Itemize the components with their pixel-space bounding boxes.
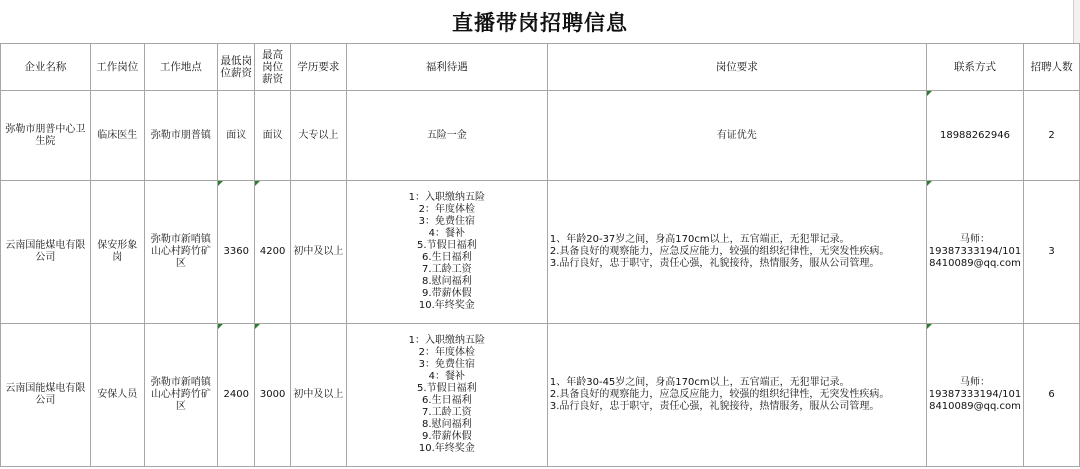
contact-line: 19387333194/101 (928, 246, 1022, 257)
benefit-line: 7.工龄工资 (422, 264, 472, 275)
contact-line: 8410089@qq.com (929, 401, 1021, 412)
cell-location-line: 弥勒市新哨镇 (150, 377, 211, 388)
cell-requirements[interactable] (547, 324, 926, 467)
benefit-line: 10.年终奖金 (418, 300, 475, 311)
benefit-line: 1：入职缴纳五险 (408, 335, 485, 346)
benefit-line: 5.节假日福利 (417, 383, 477, 394)
benefit-line: 8.慰问福利 (422, 276, 472, 287)
header-min-salary-line: 位薪资 (220, 67, 253, 79)
cell-location-line: 山心村跨竹矿 (150, 389, 211, 400)
header-count[interactable]: 招聘人数 (1024, 44, 1080, 91)
requirement-line: 1、年龄20-37岁之间，身高170cm以上，五官端正，无犯罪记录。 (549, 234, 850, 245)
cell-benefits[interactable] (346, 181, 547, 324)
benefit-line: 7.工龄工资 (422, 407, 472, 418)
cell-company-line: 云南国能煤电有限 (5, 240, 86, 251)
table-row (1, 91, 1080, 181)
table-row (1, 324, 1080, 467)
requirement-line: 3.品行良好，忠于职守，责任心强，礼貌接待，热情服务，服从公司管理。 (549, 401, 880, 412)
benefit-line: 3：免费住宿 (418, 359, 475, 370)
page-title: 直播带岗招聘信息 (0, 0, 1080, 44)
contact-line: 8410089@qq.com (929, 258, 1021, 269)
header-min-salary[interactable] (218, 44, 255, 91)
cell-location[interactable] (144, 181, 218, 324)
cell-location-line: 弥勒市朋普镇 (150, 129, 211, 141)
cell-location-line: 弥勒市新哨镇 (150, 234, 211, 245)
cell-min-salary[interactable]: 面议 (218, 91, 255, 181)
cell-location-line: 山心村跨竹矿 (150, 246, 211, 257)
benefit-line: 3：免费住宿 (418, 216, 475, 227)
header-row (1, 44, 1080, 91)
header-max-salary-line: 最高 (262, 49, 284, 61)
benefit-line: 2：年度体检 (418, 204, 475, 215)
cell-requirements[interactable] (547, 91, 926, 181)
cell-company-line: 公司 (35, 252, 56, 263)
sheet-edge (1073, 0, 1080, 43)
benefit-line: 6.生日福利 (422, 395, 472, 406)
header-max-salary[interactable] (255, 44, 291, 91)
header-benefits[interactable]: 福利待遇 (346, 44, 547, 91)
cell-contact[interactable] (926, 91, 1023, 181)
cell-company-line: 弥勒市朋普中心卫 (5, 123, 86, 135)
header-requirements[interactable]: 岗位要求 (547, 44, 926, 91)
benefit-line: 10.年终奖金 (418, 443, 475, 454)
header-location[interactable]: 工作地点 (144, 44, 218, 91)
requirement-line: 有证优先 (716, 129, 757, 141)
cell-company-line: 公司 (35, 395, 56, 406)
cell-count[interactable]: 3 (1024, 181, 1080, 324)
requirement-line: 2.具备良好的观察能力，应急反应能力，较强的组织纪律性，无突发性疾病。 (549, 389, 890, 400)
benefit-line: 8.慰问福利 (422, 419, 472, 430)
cell-company[interactable] (1, 91, 91, 181)
recruitment-table (0, 43, 1080, 467)
cell-count[interactable]: 6 (1024, 324, 1080, 467)
requirement-line: 3.品行良好，忠于职守，责任心强，礼貌接待，热情服务，服从公司管理。 (549, 258, 880, 269)
benefit-line: 2：年度体检 (418, 347, 475, 358)
requirement-line: 2.具备良好的观察能力，应急反应能力，较强的组织纪律性，无突发性疾病。 (549, 246, 890, 257)
cell-position[interactable]: 安保人员 (90, 324, 144, 467)
benefit-line: 5.节假日福利 (417, 240, 477, 251)
cell-max-salary[interactable]: 3000 (255, 324, 291, 467)
cell-min-salary[interactable]: 3360 (218, 181, 255, 324)
cell-benefits[interactable] (346, 91, 547, 181)
cell-position[interactable]: 临床医生 (90, 91, 144, 181)
benefit-line: 五险一金 (426, 129, 467, 141)
cell-max-salary[interactable]: 面议 (255, 91, 291, 181)
cell-location[interactable] (144, 324, 218, 467)
header-max-salary-line: 岗位 (262, 61, 284, 73)
contact-line: 马师： (959, 234, 990, 245)
cell-position[interactable]: 保安形象岗 (90, 181, 144, 324)
cell-contact[interactable] (926, 324, 1023, 467)
cell-count[interactable]: 2 (1024, 91, 1080, 181)
header-min-salary-line: 最低岗 (220, 55, 253, 67)
contact-line: 19387333194/101 (928, 389, 1022, 400)
cell-requirements[interactable] (547, 181, 926, 324)
cell-location-line: 区 (175, 401, 186, 412)
cell-benefits[interactable] (346, 324, 547, 467)
cell-company-line: 云南国能煤电有限 (5, 383, 86, 394)
cell-min-salary[interactable]: 2400 (218, 324, 255, 467)
header-contact[interactable]: 联系方式 (926, 44, 1023, 91)
benefit-line: 4：餐补 (428, 371, 465, 382)
benefit-line: 9.带薪休假 (422, 431, 472, 442)
header-max-salary-line: 薪资 (262, 73, 284, 85)
benefit-line: 1：入职缴纳五险 (408, 192, 485, 203)
table-row (1, 181, 1080, 324)
benefit-line: 4：餐补 (428, 228, 465, 239)
benefit-line: 9.带薪休假 (422, 288, 472, 299)
cell-location[interactable] (144, 91, 218, 181)
cell-company[interactable] (1, 324, 91, 467)
cell-company-line: 生院 (35, 135, 56, 147)
contact-line: 马师： (959, 377, 990, 388)
requirement-line: 1、年龄30-45岁之间，身高170cm以上，五官端正，无犯罪记录。 (549, 377, 850, 388)
cell-contact[interactable] (926, 181, 1023, 324)
header-education[interactable]: 学历要求 (291, 44, 347, 91)
header-position[interactable]: 工作岗位 (90, 44, 144, 91)
cell-education[interactable]: 大专以上 (291, 91, 347, 181)
contact-line: 18988262946 (939, 129, 1010, 141)
cell-location-line: 区 (175, 258, 186, 269)
cell-education[interactable]: 初中及以上 (291, 181, 347, 324)
benefit-line: 6.生日福利 (422, 252, 472, 263)
header-company[interactable]: 企业名称 (1, 44, 91, 91)
cell-company[interactable] (1, 181, 91, 324)
cell-education[interactable]: 初中及以上 (291, 324, 347, 467)
cell-max-salary[interactable]: 4200 (255, 181, 291, 324)
